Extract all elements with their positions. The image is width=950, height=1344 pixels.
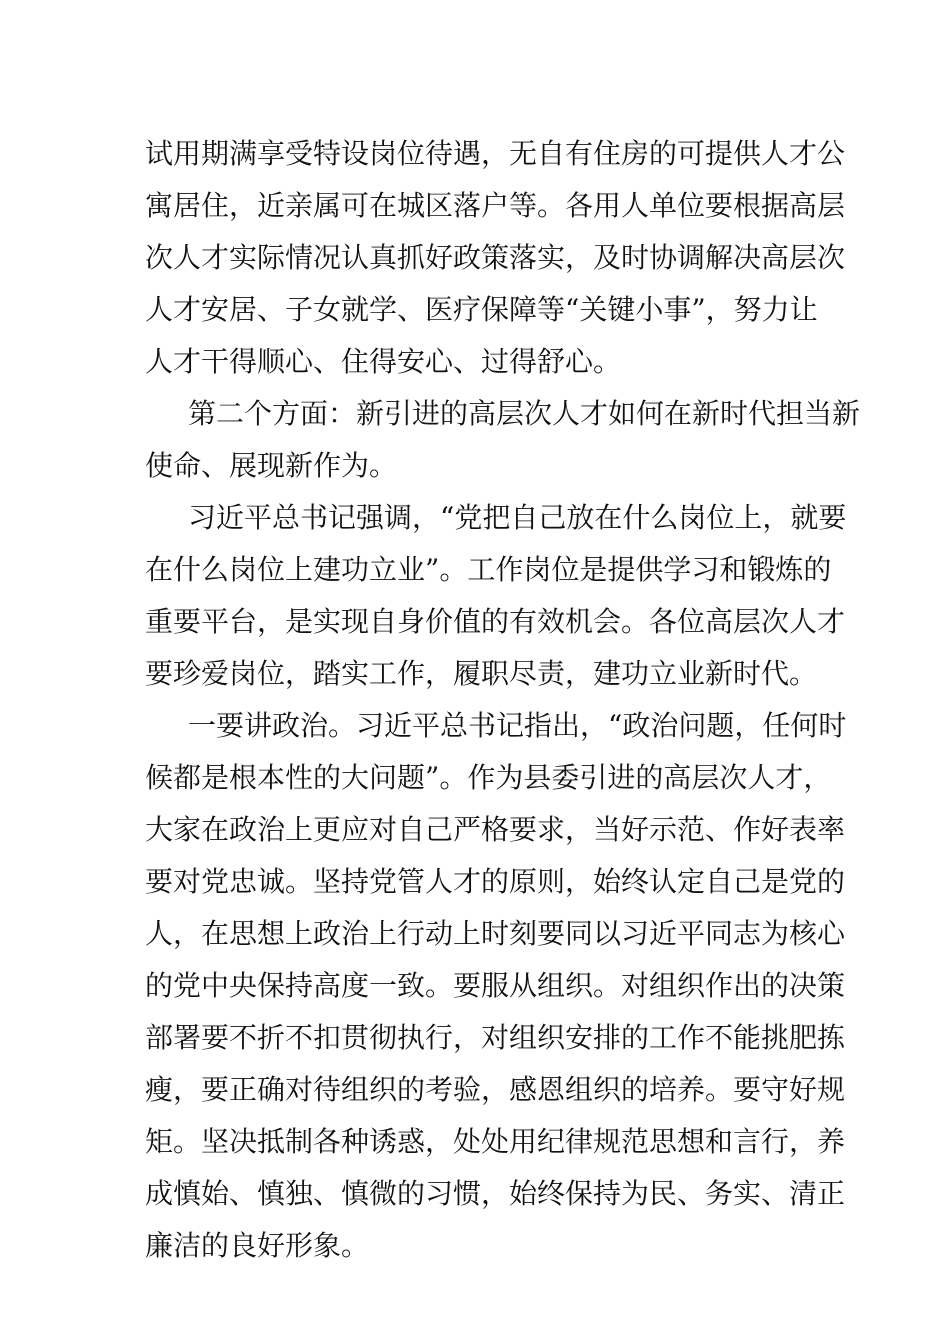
text-line: 人才干得顺心、住得安心、过得舒心。 bbox=[145, 345, 622, 378]
text-line: 寓居住，近亲属可在城区落户等。各用人单位要根据高层 bbox=[145, 189, 846, 222]
text-line: 试用期满享受特设岗位待遇，无自有住房的可提供人才公 bbox=[145, 137, 846, 170]
paragraph-policy-continuation bbox=[145, 128, 846, 388]
text-line: 廉洁的良好形象。 bbox=[145, 1229, 370, 1262]
text-line: 次人才实际情况认真抓好政策落实，及时协调解决高层次 bbox=[145, 241, 846, 274]
text-line: 成慎始、慎独、慎微的习惯，始终保持为民、务实、清正 bbox=[145, 1177, 846, 1210]
paragraph-quote-post bbox=[145, 492, 847, 700]
text-line: 第二个方面：新引进的高层次人才如何在新时代担当新 bbox=[188, 397, 861, 430]
paragraph-second-aspect bbox=[145, 388, 861, 492]
text-line: 在什么岗位上建功立业”。工作岗位是提供学习和锻炼的 bbox=[145, 553, 832, 586]
text-line: 矩。坚决抵制各种诱惑，处处用纪律规范思想和言行，养 bbox=[145, 1125, 846, 1158]
text-line: 的党中央保持高度一致。要服从组织。对组织作出的决策 bbox=[145, 969, 846, 1002]
text-line: 大家在政治上更应对自己严格要求，当好示范、作好表率 bbox=[145, 813, 846, 846]
text-line: 重要平台，是实现自身价值的有效机会。各位高层次人才 bbox=[145, 605, 846, 638]
text-line: 瘦，要正确对待组织的考验，感恩组织的培养。要守好规 bbox=[145, 1073, 846, 1106]
text-line: 要珍爱岗位，踏实工作，履职尽责，建功立业新时代。 bbox=[145, 657, 818, 690]
text-line: 一要讲政治。习近平总书记指出，“政治问题，任何时 bbox=[188, 709, 847, 742]
text-line: 人，在思想上政治上行动上时刻要同以习近平同志为核心 bbox=[145, 917, 846, 950]
paragraph-politics bbox=[145, 700, 847, 1272]
text-line: 习近平总书记强调，“党把自己放在什么岗位上，就要 bbox=[188, 501, 847, 534]
document-body bbox=[145, 128, 861, 1272]
text-line: 使命、展现新作为。 bbox=[145, 449, 398, 482]
text-line: 要对党忠诚。坚持党管人才的原则，始终认定自己是党的 bbox=[145, 865, 846, 898]
text-line: 人才安居、子女就学、医疗保障等“关键小事”，努力让 bbox=[145, 293, 818, 326]
text-line: 部署要不折不扣贯彻执行，对组织安排的工作不能挑肥拣 bbox=[145, 1021, 846, 1054]
text-line: 候都是根本性的大问题”。作为县委引进的高层次人才， bbox=[145, 761, 832, 794]
